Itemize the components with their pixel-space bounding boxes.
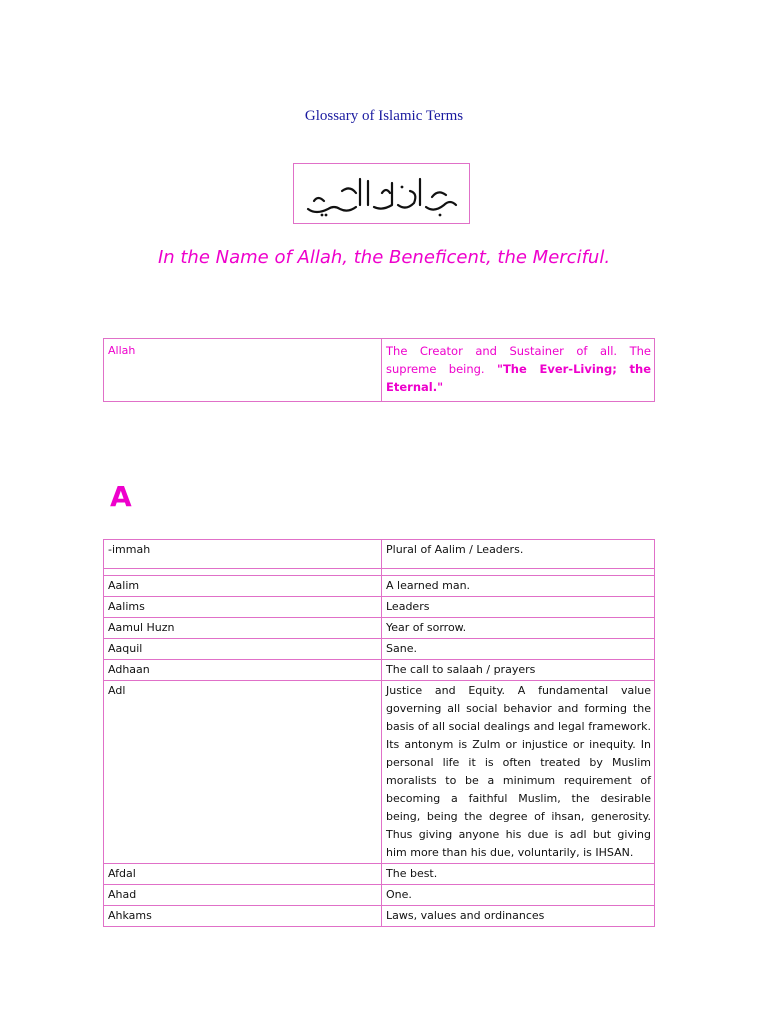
entry-term: Aaquil	[104, 639, 382, 660]
table-row	[104, 639, 655, 660]
table-row	[104, 681, 655, 864]
entry-definition: Plural of Aalim / Leaders.	[382, 540, 655, 569]
table-row	[104, 540, 655, 569]
entry-definition: Leaders	[382, 597, 655, 618]
allah-definition	[382, 339, 655, 402]
allah-table	[103, 338, 655, 402]
entry-definition: The call to salaah / prayers	[382, 660, 655, 681]
document-title: Glossary of Islamic Terms	[304, 108, 464, 124]
entry-term: Adhaan	[104, 660, 382, 681]
entry-term: Aalims	[104, 597, 382, 618]
table-row	[104, 576, 655, 597]
allah-definition-text: The Creator and Sustainer of all. The supreme being.	[386, 344, 651, 376]
table-row	[104, 618, 655, 639]
subtitle: In the Name of Allah, the Beneficent, the Merciful.	[157, 247, 611, 268]
table-row	[104, 906, 655, 927]
entry-definition: Justice and Equity. A fundamental value governing all social behavior and forming the basis of all social dealings and legal framework. Its antonym is Zulm or injustice or inequity. In personal life it is often treated by Muslim moralists to be a minimum requirement of becoming a faithful Muslim, the desirable being, being the degree of ihsan, generosity. Thus giving anyone his due is adl but giving him more than his due, voluntarily, is IHSAN.	[382, 681, 655, 864]
glossary-a-table	[103, 539, 655, 927]
entry-definition: Sane.	[382, 639, 655, 660]
bismillah-calligraphy-icon	[302, 171, 462, 217]
table-row	[104, 597, 655, 618]
entry-definition: Year of sorrow.	[382, 618, 655, 639]
table-row	[104, 864, 655, 885]
allah-term: Allah	[104, 339, 382, 402]
bismillah-calligraphy-box	[293, 163, 470, 224]
allah-definition-emphasis: "The Ever-Living; the Eternal."	[386, 362, 651, 394]
entry-definition: One.	[382, 885, 655, 906]
entry-definition: A learned man.	[382, 576, 655, 597]
entry-term: Aamul Huzn	[104, 618, 382, 639]
entry-term: Aalim	[104, 576, 382, 597]
section-letter-heading: A	[110, 480, 132, 513]
entry-term: Ahkams	[104, 906, 382, 927]
entry-term: Adl	[104, 681, 382, 864]
entry-term: Afdal	[104, 864, 382, 885]
table-row	[104, 660, 655, 681]
entry-definition: Laws, values and ordinances	[382, 906, 655, 927]
table-row	[104, 339, 655, 402]
entry-term: Ahad	[104, 885, 382, 906]
entry-definition: The best.	[382, 864, 655, 885]
table-row	[104, 885, 655, 906]
entry-term: -immah	[104, 540, 382, 569]
row-spacer	[104, 569, 655, 576]
